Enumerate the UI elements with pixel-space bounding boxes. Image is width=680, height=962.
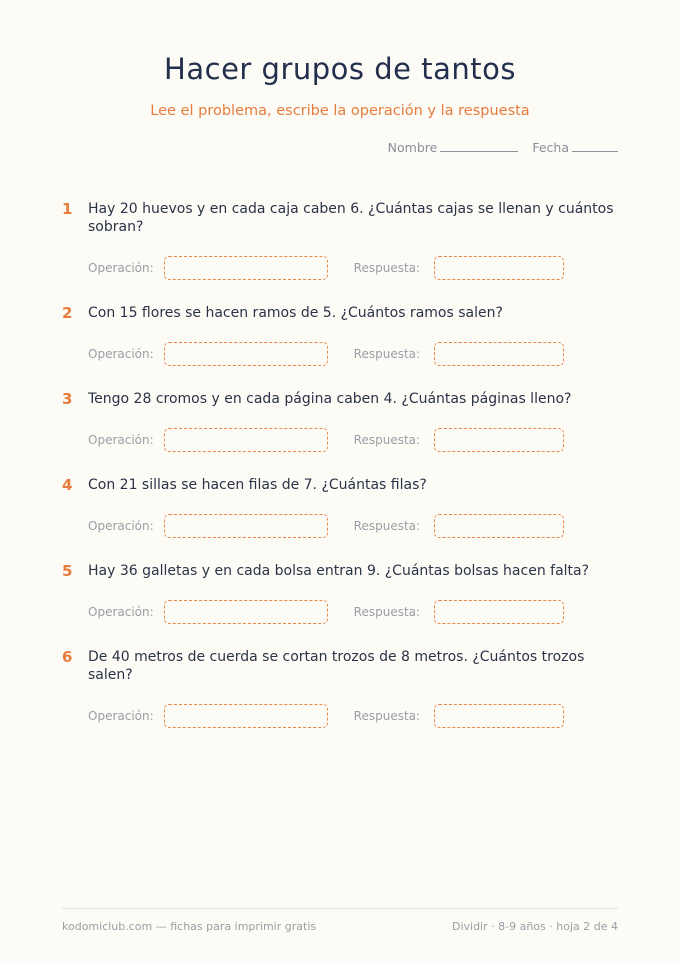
operation-label: Operación: — [88, 347, 154, 361]
problem-text: Con 15 flores se hacen ramos de 5. ¿Cuántos ramos salen? — [88, 305, 503, 321]
answer-row — [88, 512, 618, 540]
problem-text: Tengo 28 cromos y en cada página caben 4. ¿Cuántas páginas lleno? — [88, 391, 572, 407]
problem-number: 1 — [62, 200, 73, 218]
operation-box[interactable] — [164, 428, 328, 452]
footer-site: kodomiclub.com — fichas para imprimir gratis — [62, 920, 317, 933]
operation-box[interactable] — [164, 600, 328, 624]
answer-box[interactable] — [434, 342, 564, 366]
name-field[interactable] — [388, 139, 519, 155]
problem-item — [62, 304, 618, 368]
answer-row — [88, 254, 618, 282]
answer-label: Respuesta: — [353, 261, 421, 275]
answer-label: Respuesta: — [353, 519, 421, 533]
name-line — [440, 139, 518, 152]
answer-box[interactable] — [434, 600, 564, 624]
problem-item — [62, 390, 618, 454]
operation-label: Operación: — [88, 261, 154, 275]
operation-label: Operación: — [88, 519, 154, 533]
answer-row — [88, 598, 618, 626]
problem-number: 6 — [62, 648, 73, 666]
answer-label: Respuesta: — [353, 347, 421, 361]
operation-box[interactable] — [164, 256, 328, 280]
answer-row — [88, 340, 618, 368]
problem-item — [62, 200, 618, 282]
problem-number: 2 — [62, 304, 73, 322]
problem-text: Hay 36 galletas y en cada bolsa entran 9. ¿Cuántas bolsas hacen falta? — [88, 563, 590, 579]
operation-box[interactable] — [164, 514, 328, 538]
footer-divider — [62, 908, 618, 909]
problem-list — [62, 200, 618, 730]
operation-box[interactable] — [164, 342, 328, 366]
answer-box[interactable] — [434, 256, 564, 280]
footer-sheet-info: Dividir · 8-9 años · hoja 2 de 4 — [451, 920, 618, 933]
answer-row — [88, 426, 618, 454]
answer-label: Respuesta: — [353, 605, 421, 619]
name-label: Nombre — [387, 140, 438, 155]
operation-label: Operación: — [88, 709, 154, 723]
answer-box[interactable] — [434, 704, 564, 728]
date-line — [572, 139, 618, 152]
problem-item — [62, 476, 618, 540]
problem-item — [62, 562, 618, 626]
problem-text: De 40 metros de cuerda se cortan trozos de 8 metros. ¿Cuántos trozos salen? — [88, 649, 585, 683]
answer-box[interactable] — [434, 514, 564, 538]
answer-box[interactable] — [434, 428, 564, 452]
operation-box[interactable] — [164, 704, 328, 728]
answer-row — [88, 702, 618, 730]
answer-label: Respuesta: — [353, 709, 421, 723]
operation-label: Operación: — [88, 605, 154, 619]
problem-item — [62, 648, 618, 730]
problem-number: 5 — [62, 562, 73, 580]
page-title: Hacer grupos de tantos — [164, 52, 516, 86]
page-subtitle: Lee el problema, escribe la operación y la respuesta — [150, 103, 530, 119]
date-label: Fecha — [532, 140, 569, 155]
problem-number: 3 — [62, 390, 73, 408]
name-date-fields — [388, 139, 618, 155]
operation-label: Operación: — [88, 433, 154, 447]
date-field[interactable] — [532, 139, 618, 155]
problem-text: Hay 20 huevos y en cada caja caben 6. ¿Cuántas cajas se llenan y cuántos sobran? — [88, 201, 614, 235]
answer-label: Respuesta: — [353, 433, 421, 447]
problem-number: 4 — [62, 476, 73, 494]
problem-text: Con 21 sillas se hacen filas de 7. ¿Cuántas filas? — [88, 477, 427, 493]
